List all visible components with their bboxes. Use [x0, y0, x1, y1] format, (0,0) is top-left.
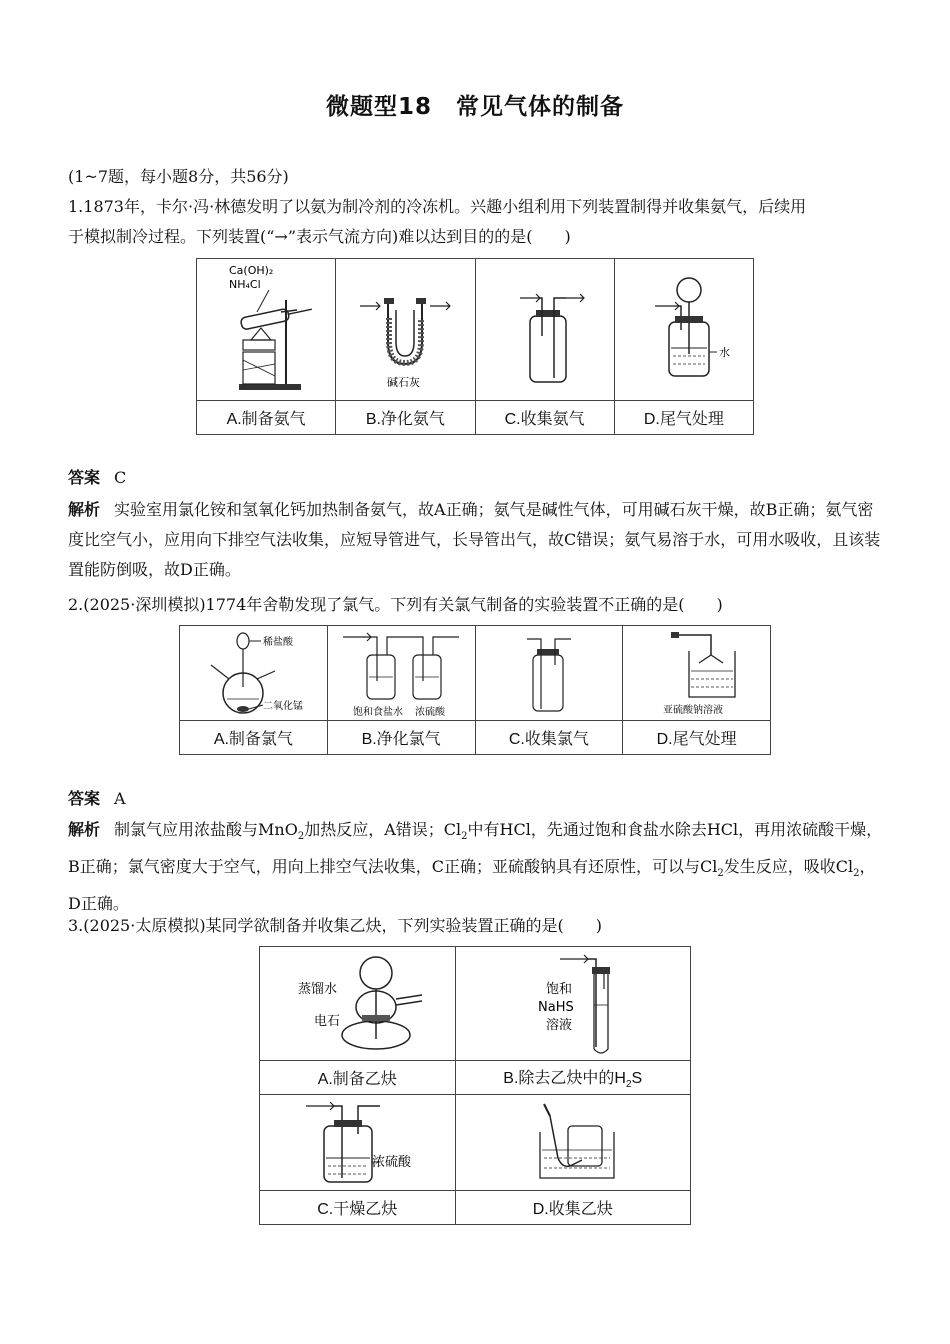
svg-text:NaHS: NaHS [537, 999, 574, 1015]
chlorine-collection-bottle-diagram [479, 627, 619, 719]
svg-text:水: 水 [718, 345, 730, 359]
q1-answer: 答案 C [68, 468, 127, 487]
q1-figure-b [336, 259, 475, 401]
q1-apparatus-table [196, 258, 754, 435]
q1-option-a: A.制备氨气 [197, 401, 336, 435]
q3-option-b: B.除去乙炔中的$H_2S$ [455, 1061, 691, 1095]
q2-option-c: C.收集氯气 [475, 721, 623, 755]
q1-option-c: C.收集氨气 [475, 401, 614, 435]
svg-text:亚硫酸钠溶液: 亚硫酸钠溶液 [662, 705, 723, 716]
chlorine-generator-diagram [183, 627, 323, 719]
svg-text:浓硫酸: 浓硫酸 [415, 707, 446, 718]
q3-figure-d [455, 1095, 691, 1191]
sulfuric-acid-drying-bottle-diagram [262, 1096, 452, 1190]
q2-apparatus-table [179, 625, 771, 755]
q2-figure-c [475, 626, 623, 721]
svg-text:饱和: 饱和 [545, 981, 572, 997]
svg-text:稀盐酸: 稀盐酸 [263, 637, 294, 648]
svg-text:溶液: 溶液 [545, 1017, 572, 1033]
q1-figure-a [197, 259, 336, 401]
q3-apparatus-table [259, 946, 691, 1225]
nahs-washing-tube-diagram [458, 949, 688, 1059]
q3-figure-a [260, 947, 456, 1061]
q2-option-d: D.尾气处理 [623, 721, 771, 755]
q1-option-b: B.净化氨气 [336, 401, 475, 435]
q1-option-d: D.尾气处理 [614, 401, 753, 435]
q2-answer: 答案 A [68, 789, 126, 808]
q2-analysis: 解析 制氯气应用浓盐酸与MnO$_2$加热反应，A错误；$Cl_2$中有HCl，先通过饱和食盐水除去HCl，再用浓硫酸干燥，B正确；氯气密度大于空气，用向上排空气法收集，C正确；亚硫酸钠具有还原性，可以与$Cl_2$发生反应，吸收$Cl_2$，D正确。 [68, 820, 883, 914]
water-absorption-diagram [619, 260, 749, 400]
q1-figure-d [614, 259, 753, 401]
svg-text:NH₄Cl: NH₄Cl [229, 277, 261, 291]
ammonia-generator-diagram [201, 260, 331, 400]
q3-option-c: C.干燥乙炔 [260, 1191, 456, 1225]
gas-collection-bottle-diagram [480, 260, 610, 400]
wash-bottles-diagram [331, 627, 471, 719]
svg-text:饱和食盐水: 饱和食盐水 [353, 707, 404, 718]
sulfite-absorption-diagram [627, 627, 767, 719]
q1-stem-line1: 1.1873年，卡尔·冯·林德发明了以氨为制冷剂的冷冻机。兴趣小组利用下列装置制得并收集氨气，后续用 [68, 197, 807, 216]
q3-option-d: D.收集乙炔 [455, 1191, 691, 1225]
q2-figure-a [180, 626, 328, 721]
q2-figure-b [327, 626, 475, 721]
page-title: 微题型18 常见气体的制备 [325, 94, 624, 120]
svg-text:二氧化锰: 二氧化锰 [263, 701, 304, 712]
section-intro: (1~7题，每小题8分，共56分) [68, 167, 289, 186]
q2-figure-d [623, 626, 771, 721]
q3-figure-b [455, 947, 691, 1061]
svg-text:电石: 电石 [314, 1013, 341, 1029]
q3-figure-c [260, 1095, 456, 1191]
water-displacement-collection-diagram [458, 1096, 688, 1190]
q3-stem: 3.(2025·太原模拟)某同学欲制备并收集乙炔，下列实验装置正确的是( ) [68, 916, 603, 935]
svg-text:蒸馏水: 蒸馏水 [298, 981, 338, 997]
q1-analysis: 解析 实验室用氯化铵和氢氧化钙加热制备氨气，故A正确；氨气是碱性气体，可用碱石灰干燥，故B正确；氨气密度比空气小，应用向下排空气法收集，应短导管进气，长导管出气，故C错误；氨气易溶于水，可用水吸收，且该装置能防倒吸，故D正确。 [68, 500, 881, 579]
q2-stem: 2.(2025·深圳模拟)1774年舍勒发现了氯气。下列有关氯气制备的实验装置不正确的是( ) [68, 595, 723, 614]
svg-text:碱石灰: 碱石灰 [387, 375, 421, 389]
q2-option-a: A.制备氯气 [180, 721, 328, 755]
q3-option-a: A.制备乙炔 [260, 1061, 456, 1095]
svg-text:Ca(OH)₂: Ca(OH)₂ [229, 263, 274, 277]
q1-figure-c [475, 259, 614, 401]
q1-stem-line2: 于模拟制冷过程。下列装置(“→”表示气流方向)难以达到目的的是( ) [68, 227, 571, 246]
svg-text:浓硫酸: 浓硫酸 [372, 1154, 412, 1170]
q2-option-b: B.净化氯气 [327, 721, 475, 755]
u-tube-soda-lime-diagram [340, 260, 470, 400]
kipp-generator-diagram [262, 949, 452, 1059]
